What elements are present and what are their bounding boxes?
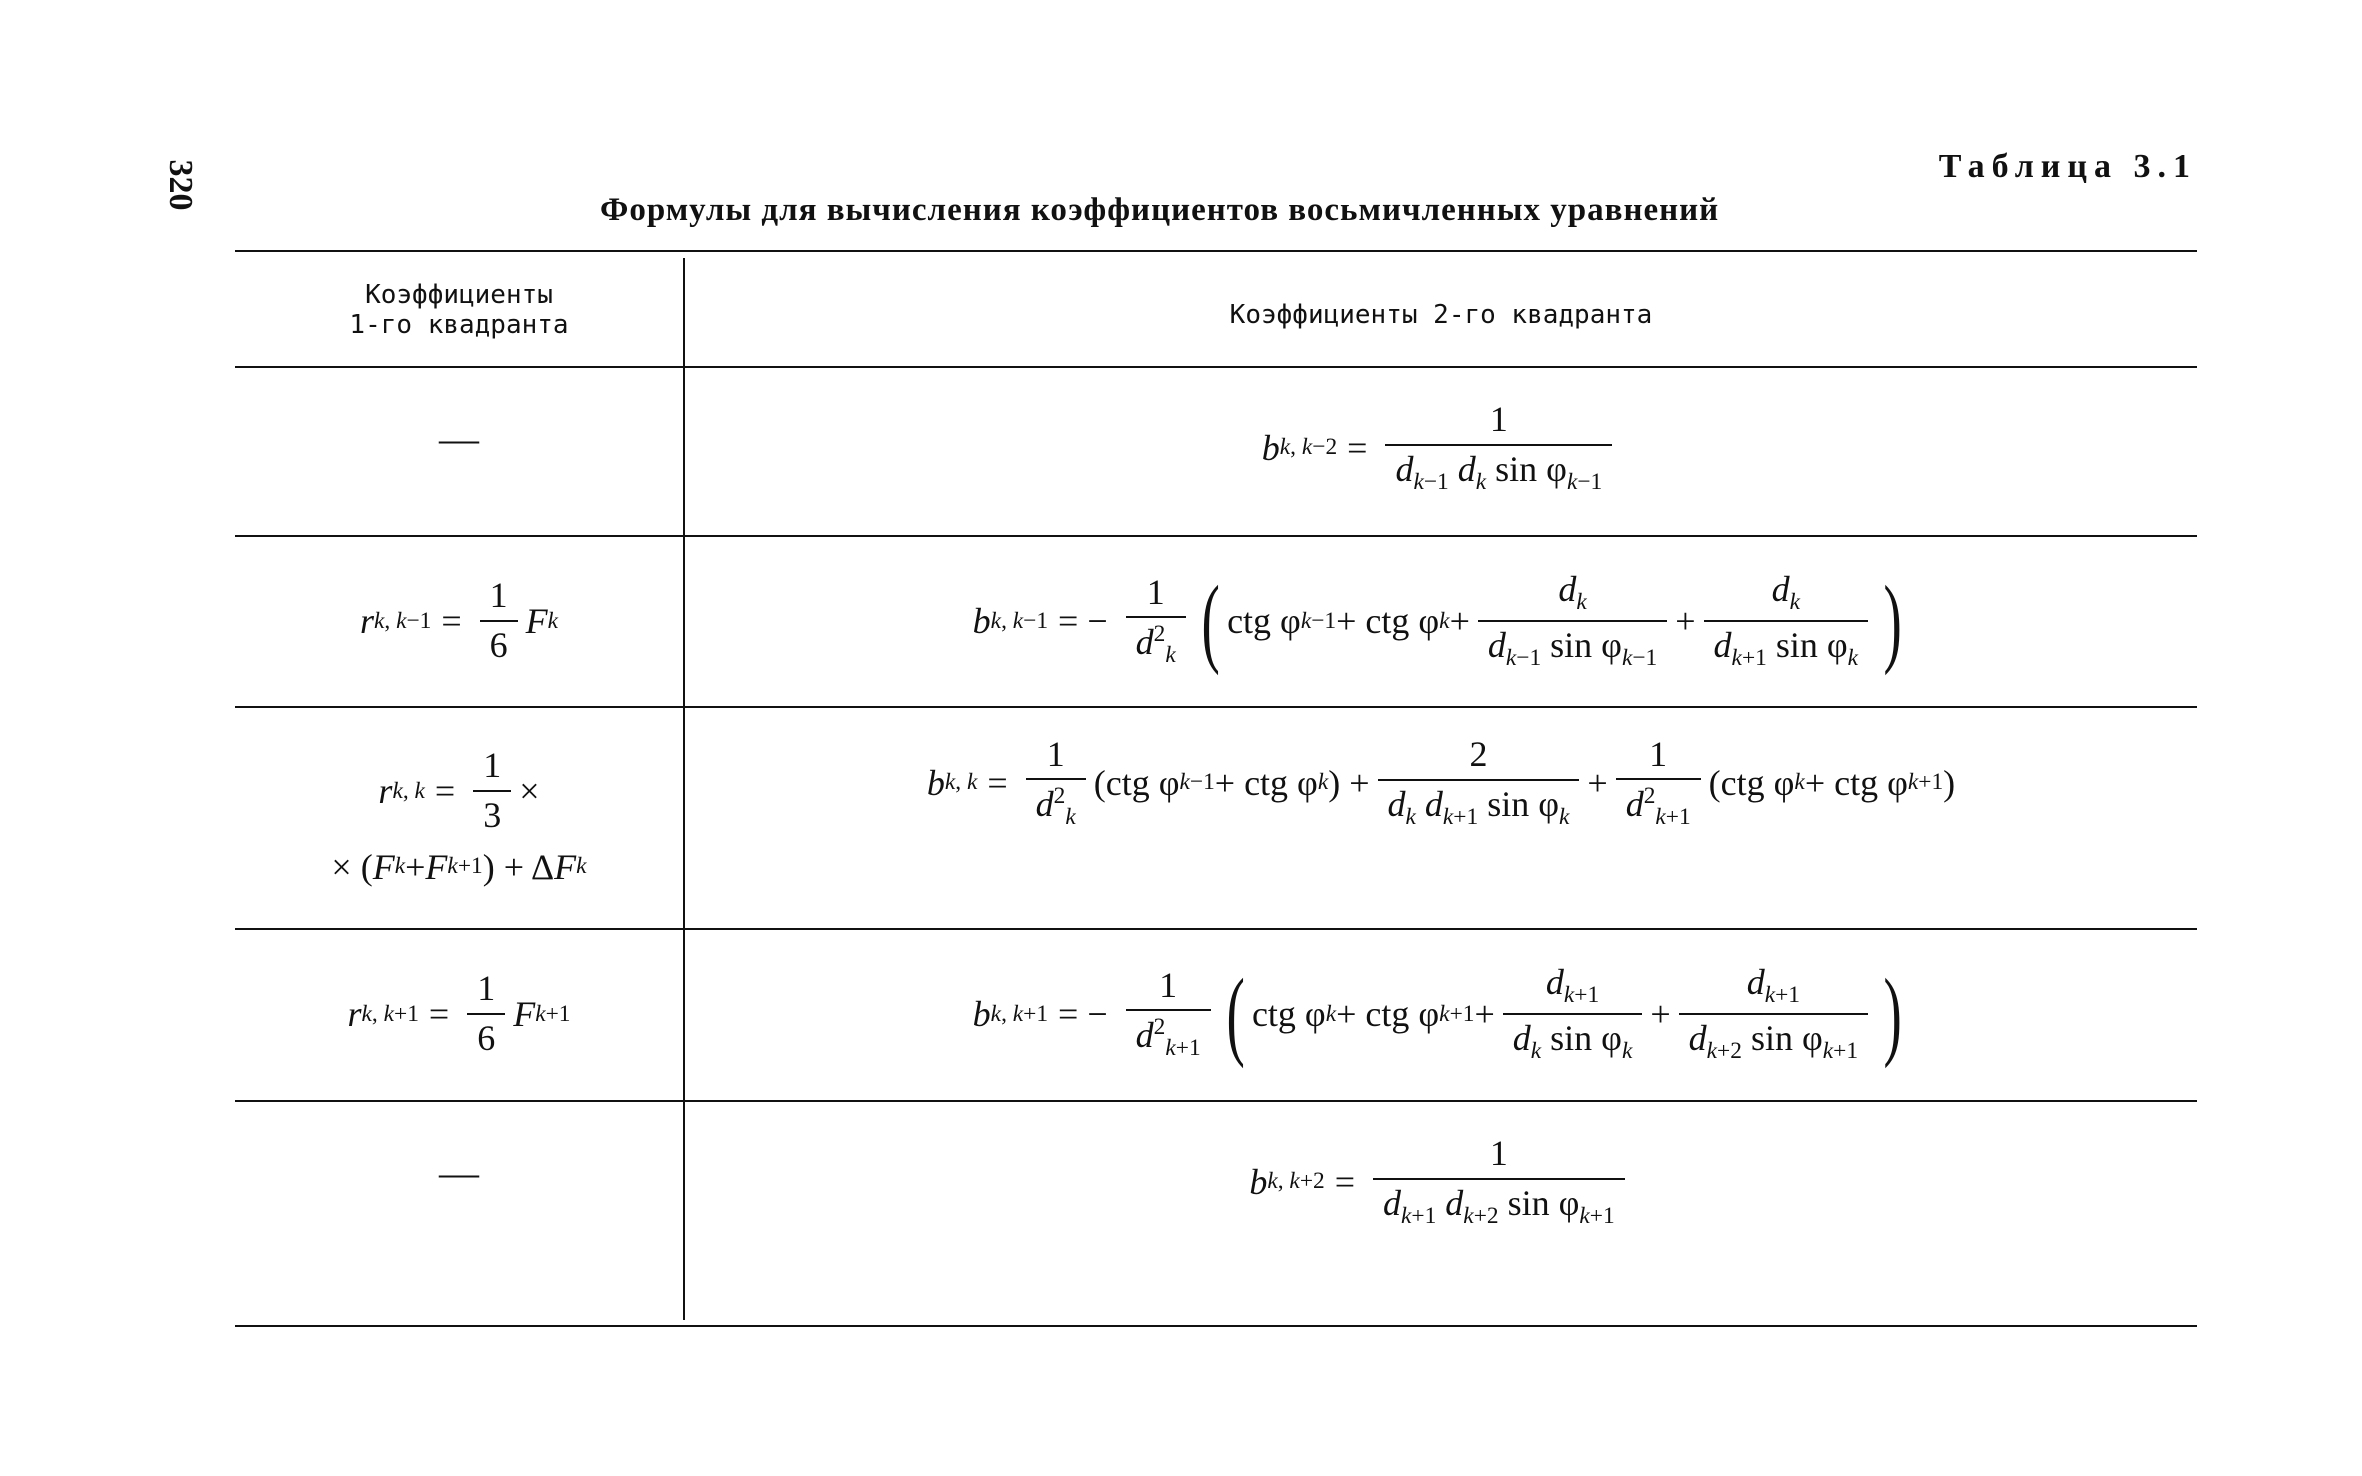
table-label: Таблица 3.1 bbox=[1938, 148, 2197, 185]
column-header-1-line1: Коэффициенты bbox=[365, 280, 553, 310]
formula-b-k-k: b k, k = $\frac{1}{d^2_k}$ (ctg φ k−1 + ctg φ k ) + $\frac{2}{d_k d_{k+1} \sin \varphi_k}$ + $\frac{1}{d^2_{k+1}}$ (ctg φ k + ctg φ k+1 ) bbox=[926, 733, 1956, 831]
row-2-right bbox=[685, 538, 2197, 704]
row-3-right bbox=[685, 708, 2197, 858]
row-5-right bbox=[685, 1102, 2197, 1262]
row-5-left bbox=[235, 1102, 683, 1242]
column-header-2: Коэффициенты 2-го квадранта bbox=[1229, 300, 1653, 330]
row-4-left bbox=[235, 930, 683, 1098]
row-3-left bbox=[235, 708, 683, 926]
row-2-left bbox=[235, 538, 683, 704]
formula-r-k-k+1: r k, k+1 = $\frac{1}{6}$ F k+1 bbox=[347, 968, 571, 1058]
row-divider bbox=[235, 535, 2197, 537]
formula-b-k-k-2: b k, k−2 = $\frac{1}{d_{k-1} d_k \sin \varphi_{k-1}}$ bbox=[1262, 400, 1620, 496]
row-1-right bbox=[685, 368, 2197, 528]
fraction: $\frac{1}{d_{k-1} d_k \sin \varphi_{k-1}}$ bbox=[1385, 400, 1612, 496]
empty-dash: — bbox=[439, 415, 479, 461]
table-bottom-rule bbox=[235, 1325, 2197, 1327]
formula-b-k-k+1: b k, k+1 = − $\frac{1}{d^2_{k+1}}$ ( ctg φ k + ctg φ k+1 + $\frac{d_{k+1}}{d_k \sin \varphi_k}$ + $\frac{d_{k+1}}{d_{k+2} \sin \varphi_{k+1}}$ ) bbox=[972, 958, 1902, 1069]
empty-dash: — bbox=[439, 1149, 479, 1195]
page-number: 320 bbox=[162, 159, 199, 211]
row-1-left bbox=[235, 368, 683, 508]
formula-r-k-k-1: r k, k−1 = $\frac{1}{6}$ F k bbox=[359, 575, 559, 665]
formula-r-k-k: r k, k = $\frac{1}{3}$ × × ( F k + F k+1 ) + Δ F k bbox=[331, 745, 587, 887]
row-4-right bbox=[685, 930, 2197, 1098]
table-top-rule bbox=[235, 250, 2197, 252]
column-header-1 bbox=[235, 280, 683, 340]
table-title: Формулы для вычисления коэффициентов восьмичленных уравнений bbox=[600, 192, 1720, 228]
formula-b-k-k-1: b k, k−1 = − $\frac{1}{d^2_k}$ ( ctg φ k−1 + ctg φ k + $\frac{d_k}{d_{k-1} \sin \varphi_{k-1}}$ + $\frac{d_k}{d_{k+1} \sin \varphi_k}$ ) bbox=[972, 565, 1902, 676]
column-header-1-line2: 1-го квадранта bbox=[349, 310, 569, 340]
formula-b-k-k+2: b k, k+2 = $\frac{1}{d_{k+1} d_{k+2} \sin \varphi_{k+1}}$ bbox=[1249, 1134, 1632, 1230]
